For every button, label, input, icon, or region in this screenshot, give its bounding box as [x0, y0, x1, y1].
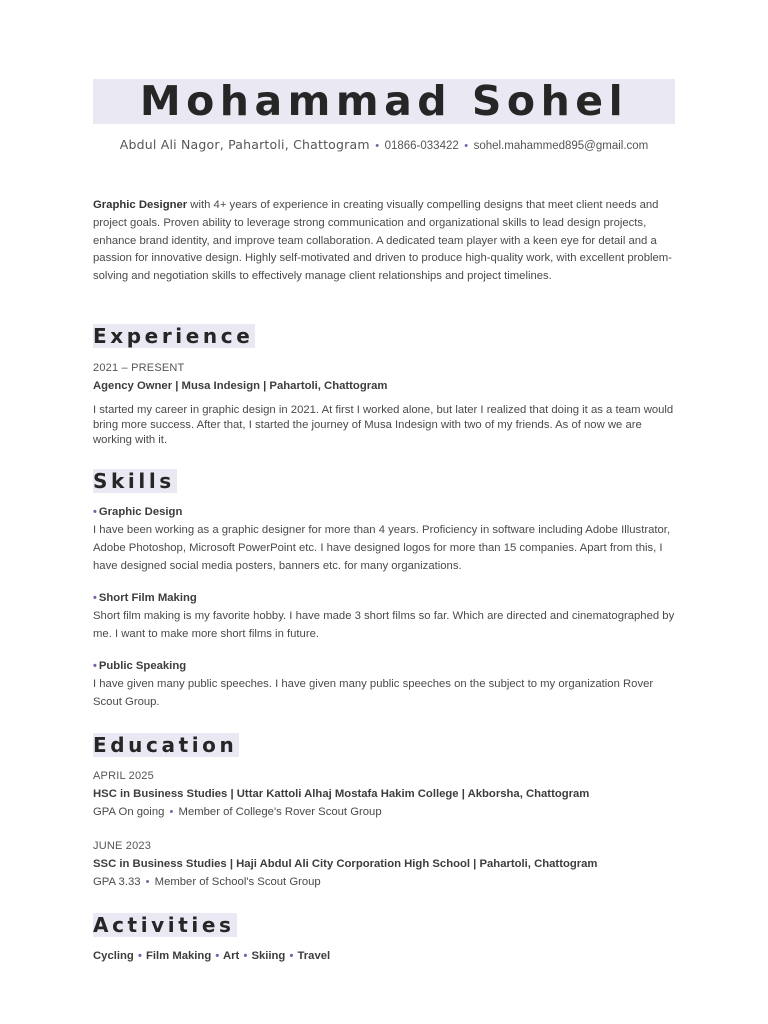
experience-description: I started my career in graphic design in 2021. At first I worked alone, but later I realized that doing it as a team would bring more success. After that, I started the journey of Musa Indesign with two of my friends. As of now we are working with it. — [93, 404, 674, 446]
bullet-dot-icon: • — [464, 140, 469, 152]
bullet-dot-icon: • — [93, 660, 97, 672]
candidate-name: Mohammad Sohel — [139, 77, 629, 125]
section-title-education: Education — [93, 733, 238, 757]
education-meta — [93, 873, 675, 891]
skill-description: I have given many public speeches. I have given many public speeches on the subject to my organization Rover Scout Group. — [93, 678, 654, 708]
education-note: Member of School's Scout Group — [154, 876, 321, 888]
experience-role: Agency Owner | Musa Indesign | Pahartoli, Chattogram — [93, 380, 388, 392]
bullet-dot-icon: • — [93, 506, 97, 518]
education-gpa: GPA 3.33 — [93, 876, 141, 888]
bullet-dot-icon: • — [289, 950, 294, 962]
experience-date: 2021 – PRESENT — [93, 362, 185, 374]
contact-address: Abdul Ali Nagor, Pahartoli, Chattogram — [119, 137, 370, 152]
skill-title — [93, 657, 675, 675]
education-meta — [93, 803, 675, 821]
activity-item: Film Making — [145, 950, 212, 962]
contact-phone: 01866-033422 — [384, 140, 459, 152]
bullet-dot-icon: • — [243, 950, 248, 962]
contact-line — [93, 137, 675, 152]
activity-item: Art — [222, 950, 240, 962]
summary-lead: Graphic Designer — [93, 199, 188, 211]
education-item — [93, 838, 675, 891]
bullet-dot-icon: • — [375, 140, 380, 152]
resume-page — [93, 0, 675, 1024]
education-date: JUNE 2023 — [93, 840, 152, 852]
skill-description: Short film making is my favorite hobby. I have made 3 short films so far. Which are directed and cinematographed by me. I want to make more short films in future. — [93, 610, 675, 640]
skill-description: I have been working as a graphic designer for more than 4 years. Proficiency in software including Adobe Illustrator, Adobe Photoshop, Microsoft PowerPoint etc. I have designed logos for more than 15 companies. Apart from this, I have designed social media posters, banners etc. for many organizations. — [93, 524, 671, 572]
section-title-skills: Skills — [93, 469, 175, 493]
skill-item — [93, 657, 675, 711]
bullet-dot-icon: • — [137, 950, 142, 962]
education-degree: HSC in Business Studies | Uttar Kattoli Alhaj Mostafa Hakim College | Akborsha, Chattogram — [93, 788, 590, 800]
activities-list — [93, 947, 675, 965]
section-title-activities: Activities — [93, 913, 235, 937]
bullet-dot-icon: • — [145, 876, 150, 888]
education-note: Member of College's Rover Scout Group — [178, 806, 382, 818]
education-item — [93, 768, 675, 821]
section-title-experience: Experience — [93, 324, 254, 348]
contact-email[interactable]: sohel.mahammed895@gmail.com — [473, 140, 649, 152]
activity-item: Travel — [297, 950, 331, 962]
summary-text: with 4+ years of experience in creating visually compelling designs that meet client needs and project goals. Proven ability to leverage strong communication and organizational skills to lead design projects, enhance brand identity, and improve team collaboration. A dedicated team player with a keen eye for detail and a passion for innovative design. Highly self-motivated and driven to produce high-quality work, with excellent problem-solving and negotiation skills to effectively manage client relationships and project timelines. — [93, 199, 672, 283]
skill-title — [93, 503, 675, 521]
skill-name: Short Film Making — [98, 592, 197, 604]
skill-name: Graphic Design — [98, 506, 183, 518]
education-gpa: GPA On going — [93, 806, 165, 818]
skill-item — [93, 589, 675, 643]
experience-item — [93, 360, 675, 448]
bullet-dot-icon: • — [169, 806, 174, 818]
skill-title — [93, 589, 675, 607]
bullet-dot-icon: • — [215, 950, 220, 962]
activity-item: Skiing — [251, 950, 286, 962]
education-date: APRIL 2025 — [93, 770, 154, 782]
profile-summary — [93, 197, 675, 286]
bullet-dot-icon: • — [93, 592, 97, 604]
activity-item: Cycling — [93, 950, 134, 962]
skill-item — [93, 503, 675, 575]
education-degree: SSC in Business Studies | Haji Abdul Ali City Corporation High School | Pahartoli, Chattogram — [93, 858, 598, 870]
skill-name: Public Speaking — [98, 660, 187, 672]
